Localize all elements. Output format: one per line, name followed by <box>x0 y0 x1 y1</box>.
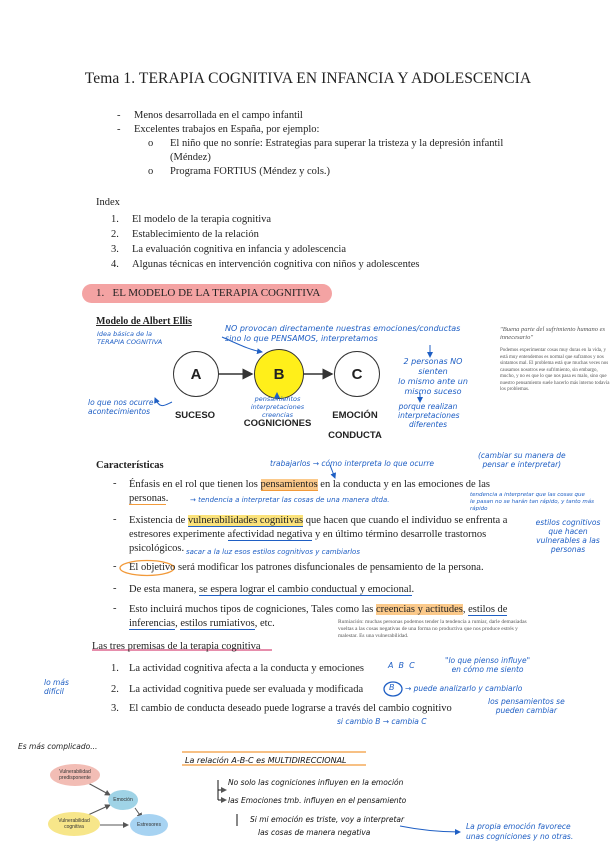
intro-sub-1b: (Méndez) <box>170 152 211 163</box>
premisas-heading: Las tres premisas de la terapia cognitiva <box>92 641 261 652</box>
node-a: A <box>173 351 219 397</box>
premisa-number: 1. <box>111 663 119 674</box>
intro-bullet-1: Menos desarrollada en el campo infantil <box>134 110 303 121</box>
note-estilos-cognitivos: estilos cognitivos que hacen vulnerables a las personas <box>535 518 601 554</box>
premisa-1: La actividad cognitiva afecta a la conducta y emociones <box>129 663 364 674</box>
section-1-title: 1. EL MODELO DE LA TERAPIA COGNITIVA <box>96 287 321 299</box>
note-puede-analizarlo: → puede analizarlo y cambiarlo <box>405 684 523 693</box>
premisa-2: La actividad cognitiva puede ser evaluada y modificada <box>129 684 364 695</box>
node-vulnerabilidad-cognitiva: Vulnerabilidad cognitiva <box>48 812 100 836</box>
note-no-solo: No solo las cogniciones influyen en la emoción <box>228 778 404 787</box>
note-no-provocan: NO provocan directamente nuestras emociones/conductas sino lo que PENSAMOS, interpretamos <box>225 324 461 343</box>
ellis-quote-body: Podemos experimentar cosas muy duras en la vida, y está muy entendemos es normal que suframos y nos sintamos mal. El problema está que muchas veces nos causamos nosotros ese sufrimiento, sin embargo, mucho, y no es que lo que nos pasa es malo, sino que nuestro pensamiento suele hacerlo más interno todavía los problemas. <box>500 348 610 392</box>
car-bullet-1: Énfasis en el rol que tienen los pensamientos en la conducta y en las emociones de las personas. <box>129 479 490 504</box>
ellis-quote-title: "Buena parte del sufrimiento humano es innecesario" <box>500 326 606 341</box>
node-emocion: Emoción <box>108 790 138 810</box>
car-bullet-4: De esta manera, se espera lograr el cambio conductual y emocional. <box>129 584 415 595</box>
label-cogniciones: COGNICIONES <box>243 418 312 429</box>
note-lo-mas-dificil: lo más difícil <box>44 678 69 696</box>
index-number: 4. <box>111 259 119 270</box>
note-es-mas: Es más complicado... <box>18 742 98 751</box>
index-item-4[interactable]: Algunas técnicas en intervención cognitiva con niños y adolescentes <box>132 259 420 270</box>
node-vulnerabilidad-predisponente: Vulnerabilidad predisponente <box>50 764 100 786</box>
index-number: 2. <box>111 229 119 240</box>
bullet-dash: - <box>113 478 117 489</box>
bullet-circle: o <box>148 138 154 149</box>
note-propia-emocion: La propia emoción favorece unas cogniciones y no otras. <box>466 822 574 841</box>
premisa-number: 3. <box>111 703 119 714</box>
bullet-dash: - <box>113 603 117 614</box>
note-emociones-tmb: las Emociones tmb. influyen en el pensamiento <box>228 796 407 805</box>
index-number: 3. <box>111 244 119 255</box>
caracteristicas-heading: Características <box>96 460 164 471</box>
node-b: B <box>254 349 304 399</box>
note-trabajarlos: trabajarlos → cómo interpreta lo que ocurre <box>270 459 435 468</box>
index-number: 1. <box>111 214 119 225</box>
bullet-dash: - <box>113 583 117 594</box>
node-c: C <box>334 351 380 397</box>
label-suceso: SUCESO <box>174 410 216 421</box>
index-item-2[interactable]: Establecimiento de la relación <box>132 229 259 240</box>
note-cosas-negativa: las cosas de manera negativa <box>258 828 371 837</box>
note-abc: A B C <box>388 661 415 670</box>
note-tendencia-1: → tendencia a interpretar las cosas de una manera dtda. <box>190 496 390 504</box>
note-cambiar: (cambiar su manera de pensar e interpretar) <box>478 451 566 469</box>
note-sacar-luz: sacar a la luz esos estilos cognitivos y cambiarlos <box>186 548 360 556</box>
label-emocion: EMOCIÓN <box>332 410 378 421</box>
index-item-3[interactable]: La evaluación cognitiva en infancia y adolescencia <box>132 244 346 255</box>
note-si-cambio: si cambio B → cambia C <box>337 717 427 726</box>
bullet-dash: - <box>117 110 121 121</box>
index-heading: Index <box>96 197 120 208</box>
bullet-circle: o <box>148 166 154 177</box>
node-estresores: Estresores <box>130 814 168 836</box>
bullet-dash: - <box>117 124 121 135</box>
note-porque: porque realizan interpretaciones diferentes <box>398 402 460 429</box>
note-si-mi-emocion: Si mi emoción es triste, voy a interpretar <box>250 815 405 824</box>
index-item-1[interactable]: El modelo de la terapia cognitiva <box>132 214 272 225</box>
intro-bullet-2: Excelentes trabajos en España, por ejemplo: <box>134 124 320 135</box>
intro-sub-2: Programa FORTIUS (Méndez y cols.) <box>170 166 331 177</box>
note-lo-que-pienso: "lo que pienso influye" en cómo me siento <box>445 656 531 674</box>
premisa-number: 2. <box>111 684 119 695</box>
premisa-3: El cambio de conducta deseado puede lograrse a través del cambio cognitivo <box>129 703 452 714</box>
car-bullet-5: Esto incluirá muchos tipos de cogniciones, Tales como las creencias y actitudes, estilos de inferencias, estilos rumiativos, etc. <box>129 604 508 629</box>
rumiacion-note: Rumiación: muchas personas podemos tender la tendencia a rumiar, darle demasiadas vueltas a las cosas negativas de una forma no productiva que nos produce estrés y malestar. Es una vulnerabilidad. <box>338 619 527 639</box>
note-2-personas: 2 personas NO sienten lo mismo ante un mismo suceso <box>398 357 468 396</box>
bullet-dash: - <box>113 561 117 572</box>
intro-sub-1: El niño que no sonríe: Estrategias para superar la tristeza y la depresión infantil <box>170 138 504 149</box>
note-idea-basica: Idea básica de la TERAPIA COGNITIVA <box>97 330 163 346</box>
label-conducta: CONDUCTA <box>328 430 382 441</box>
note-los-pensamientos: los pensamientos se pueden cambiar <box>488 697 565 715</box>
car-bullet-3: El objetivo será modificar los patrones disfuncionales de pensamiento de la persona. <box>129 562 484 573</box>
note-b-circled: B <box>389 683 395 692</box>
car-bullet-2: Existencia de vulnerabilidades cognitivas que hacen que cuando el individuo se enfrenta a estresores experimente afectividad negativa y en último término desarrolle trastornos psicológicos. <box>129 515 508 554</box>
page-title: Tema 1. TERAPIA COGNITIVA EN INFANCIA Y ADOLESCENCIA <box>84 70 532 87</box>
bullet-dash: - <box>113 514 117 525</box>
note-lo-que-ocurre: lo que nos ocurre acontecimientos <box>88 398 154 416</box>
ellis-heading: Modelo de Albert Ellis <box>96 316 192 327</box>
note-pensamientos: pensamientos interpretaciones creencias <box>250 395 305 419</box>
note-tendencia-2: tendencia a interpretar que las cosas que le pasan no se harán tan rápido, y tanto más rápido <box>470 492 594 512</box>
note-relacion-abc: La relación A-B-C es MULTIDIRECCIONAL <box>185 756 347 765</box>
